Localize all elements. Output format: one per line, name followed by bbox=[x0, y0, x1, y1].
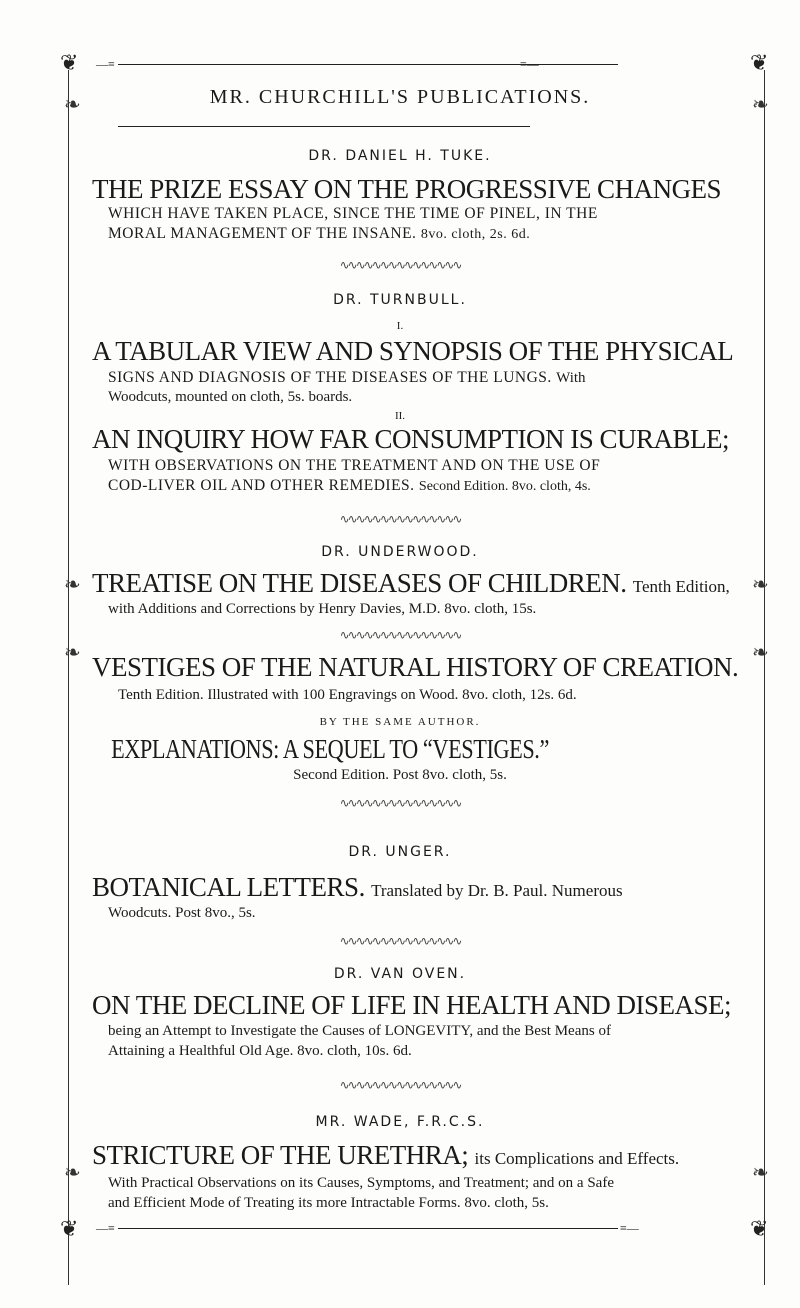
book-title: AN INQUIRY HOW FAR CONSUMPTION IS CURABLE; bbox=[92, 424, 730, 454]
book-title: A TABULAR VIEW AND SYNOPSIS OF THE PHYSICAL bbox=[92, 336, 734, 366]
rule-end-ornament-icon: ≡— bbox=[520, 57, 539, 71]
author-heading: DR. TURNBULL. bbox=[333, 292, 467, 308]
book-price: Second Edition. 8vo. cloth, 4s. bbox=[418, 479, 591, 494]
rule-end-ornament-icon: —≡ bbox=[96, 1221, 115, 1235]
section-divider: ∿∿∿∿∿∿∿∿∿∿∿∿∿∿∿ bbox=[339, 258, 461, 272]
corner-ornament-icon: ❦ bbox=[60, 50, 79, 75]
author-heading: DR. VAN OVEN. bbox=[333, 966, 467, 982]
book-description: Woodcuts. Post 8vo., 5s. bbox=[108, 905, 256, 921]
corner-ornament-icon: ❦ bbox=[750, 1216, 769, 1241]
book-title-row bbox=[92, 1140, 752, 1174]
corner-ornament-icon: ❦ bbox=[750, 50, 769, 75]
section-divider: ∿∿∿∿∿∿∿∿∿∿∿∿∿∿∿ bbox=[339, 934, 461, 948]
book-subtitle bbox=[108, 476, 748, 496]
book-subtitle-tail: With bbox=[556, 370, 586, 386]
book-subtitle bbox=[108, 224, 748, 244]
side-ornament-icon: ❧ bbox=[64, 94, 81, 116]
right-border-rule bbox=[764, 70, 765, 1285]
book-subtitle bbox=[108, 368, 748, 388]
author-heading: DR. DANIEL H. TUKE. bbox=[308, 148, 492, 164]
side-ornament-icon: ❧ bbox=[752, 1162, 769, 1184]
author-heading: DR. UNDERWOOD. bbox=[321, 544, 479, 560]
book-subtitle-text: SIGNS AND DIAGNOSIS OF THE DISEASES OF THE LUNGS. bbox=[108, 369, 552, 386]
book-description: being an Attempt to Investigate the Causes of LONGEVITY, and the Best Means of bbox=[108, 1023, 611, 1039]
book-title: ON THE DECLINE OF LIFE IN HEALTH AND DISEASE; bbox=[92, 990, 731, 1020]
side-ornament-icon: ❧ bbox=[752, 642, 769, 664]
bottom-rule bbox=[118, 1228, 618, 1229]
author-heading: MR. WADE, F.R.C.S. bbox=[315, 1114, 485, 1130]
section-divider: ∿∿∿∿∿∿∿∿∿∿∿∿∿∿∿ bbox=[339, 1078, 461, 1092]
book-subtitle: WITH OBSERVATIONS ON THE TREATMENT AND ON THE USE OF bbox=[108, 457, 601, 474]
top-rule bbox=[118, 64, 618, 65]
side-ornament-icon: ❧ bbox=[752, 94, 769, 116]
item-number: II. bbox=[394, 410, 406, 422]
book-subtitle-text: COD-LIVER OIL AND OTHER REMEDIES. bbox=[108, 477, 415, 494]
author-heading: DR. UNGER. bbox=[348, 844, 452, 860]
rule-end-ornament-icon: —≡ bbox=[96, 57, 115, 71]
book-title-row bbox=[92, 872, 752, 906]
book-description: Second Edition. Post 8vo. cloth, 5s. bbox=[293, 767, 507, 783]
book-description: Woodcuts, mounted on cloth, 5s. boards. bbox=[108, 389, 353, 405]
book-title: TREATISE ON THE DISEASES OF CHILDREN. bbox=[92, 568, 627, 598]
section-divider: ∿∿∿∿∿∿∿∿∿∿∿∿∿∿∿ bbox=[339, 628, 461, 642]
page-title: MR. CHURCHILL'S PUBLICATIONS. bbox=[209, 86, 591, 108]
book-description: and Efficient Mode of Treating its more Intractable Forms. 8vo. cloth, 5s. bbox=[108, 1195, 549, 1211]
book-title: THE PRIZE ESSAY ON THE PROGRESSIVE CHANGES bbox=[92, 174, 722, 204]
corner-ornament-icon: ❦ bbox=[60, 1216, 79, 1241]
book-subtitle-text: MORAL MANAGEMENT OF THE INSANE. bbox=[108, 225, 417, 242]
book-subtitle: WHICH HAVE TAKEN PLACE, SINCE THE TIME OF PINEL, IN THE bbox=[108, 205, 598, 222]
book-title-tail: Translated by Dr. B. Paul. Numerous bbox=[371, 881, 623, 900]
book-title-tail: its Complications and Effects. bbox=[474, 1149, 680, 1168]
book-description: with Additions and Corrections by Henry Davies, M.D. 8vo. cloth, 15s. bbox=[108, 601, 537, 617]
book-title-row bbox=[92, 568, 752, 602]
section-divider: ∿∿∿∿∿∿∿∿∿∿∿∿∿∿∿ bbox=[339, 512, 461, 526]
side-ornament-icon: ❧ bbox=[64, 574, 81, 596]
book-description: With Practical Observations on its Causes, Symptoms, and Treatment; and on a Safe bbox=[108, 1175, 614, 1191]
section-divider: ∿∿∿∿∿∿∿∿∿∿∿∿∿∿∿ bbox=[339, 796, 461, 810]
book-title: EXPLANATIONS: A SEQUEL TO “VESTIGES.” bbox=[111, 734, 549, 764]
side-ornament-icon: ❧ bbox=[64, 642, 81, 664]
side-ornament-icon: ❧ bbox=[752, 574, 769, 596]
item-number: I. bbox=[396, 320, 404, 332]
book-title-tail: Tenth Edition, bbox=[632, 577, 730, 596]
book-title: BOTANICAL LETTERS. bbox=[92, 872, 365, 902]
book-description: Attaining a Healthful Old Age. 8vo. cloth, 10s. 6d. bbox=[108, 1043, 412, 1059]
by-same-author: BY THE SAME AUTHOR. bbox=[319, 716, 481, 728]
book-title: VESTIGES OF THE NATURAL HISTORY OF CREATION. bbox=[92, 652, 739, 682]
left-border-rule bbox=[68, 70, 69, 1285]
book-description: Tenth Edition. Illustrated with 100 Engravings on Wood. 8vo. cloth, 12s. 6d. bbox=[118, 687, 577, 703]
book-price: 8vo. cloth, 2s. 6d. bbox=[420, 227, 531, 242]
book-title: STRICTURE OF THE URETHRA; bbox=[92, 1140, 469, 1170]
top-rule-lower bbox=[118, 126, 530, 127]
rule-end-ornament-icon: ≡— bbox=[620, 1221, 639, 1235]
side-ornament-icon: ❧ bbox=[64, 1162, 81, 1184]
